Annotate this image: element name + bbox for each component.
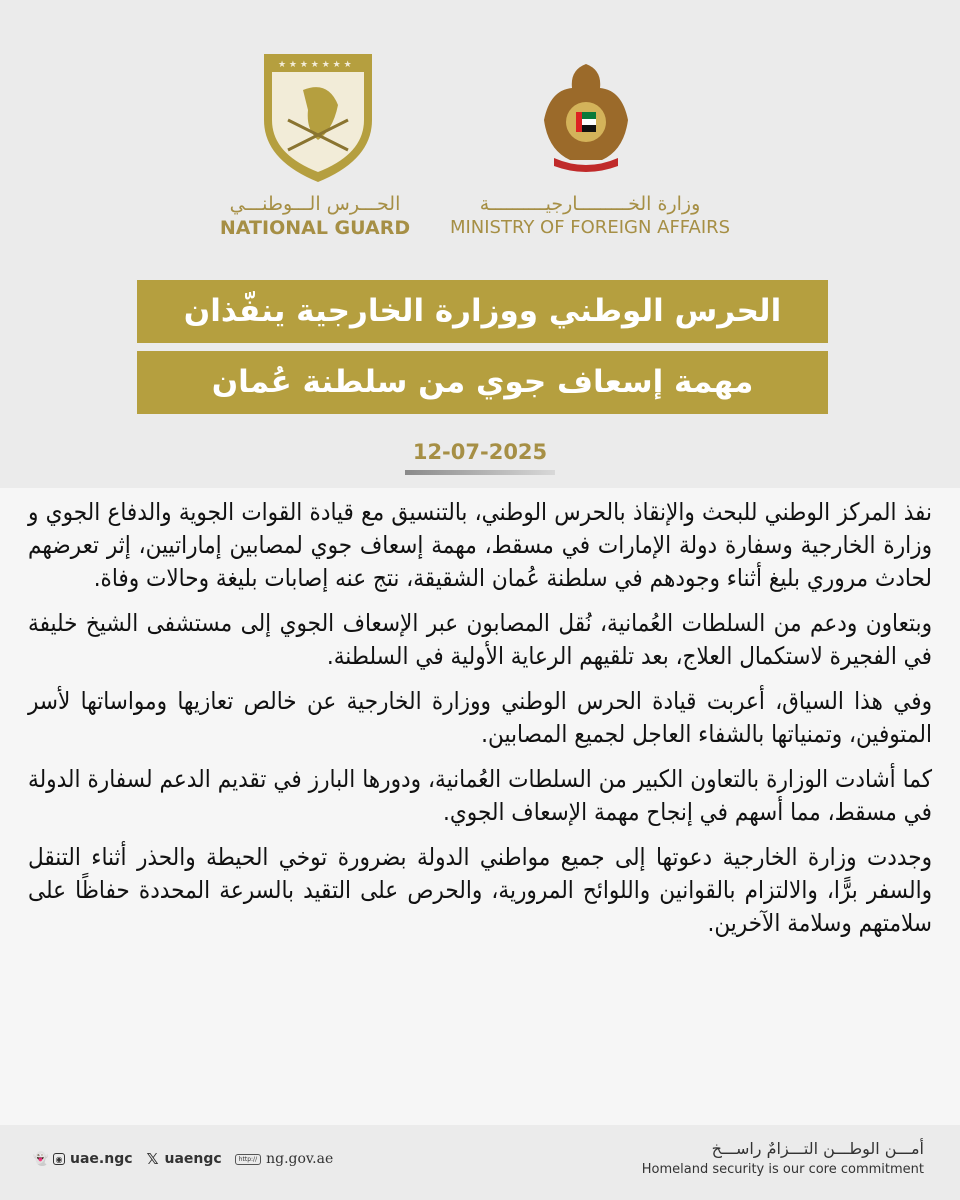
web-icon: http://: [235, 1154, 261, 1165]
paragraph: وجددت وزارة الخارجية دعوتها إلى جميع مواطني الدولة بضرورة توخي الحيطة والحذر أثناء التنقل والسفر برًّا، والالتزام بالقوانين واللوائح المرورية، والحرص على التقيد بالسرعة المحددة حفاظًا على سلامتهم وسلامة الآخرين.: [28, 843, 932, 937]
uae-eagle-emblem: [540, 60, 632, 175]
ministry-arabic: وزارة الخـــــــــارجيــــــــــة: [479, 193, 701, 215]
slogan: [642, 1139, 924, 1177]
national-guard-name: [215, 193, 415, 239]
title-line-2: مهمة إسعاف جوي من سلطنة عُمان: [137, 351, 828, 414]
ministry-english: MINISTRY OF FOREIGN AFFAIRS: [449, 217, 731, 238]
publish-date: 12-07-2025: [412, 440, 548, 464]
slogan-english: Homeland security is our core commitment: [641, 1162, 924, 1177]
social-links: [34, 1151, 333, 1167]
date-underline: [405, 470, 555, 475]
footer: [0, 1125, 960, 1200]
national-guard-logo: [258, 50, 378, 185]
x-icon[interactable]: 𝕏: [146, 1150, 159, 1168]
svg-text:★ ★ ★ ★ ★ ★ ★: ★ ★ ★ ★ ★ ★ ★: [278, 60, 352, 70]
paragraph: كما أشادت الوزارة بالتعاون الكبير من السلطات العُمانية، ودورها البارز في تقديم الدعم لسفارة الدولة في مسقط، مما أسهم في إنجاح مهمة الإسعاف الجوي.: [28, 765, 932, 826]
paragraph: وفي هذا السياق، أعربت قيادة الحرس الوطني ووزارة الخارجية عن خالص تعازيها ومواساتها لأسر المتوفين، وتمنياتها بالشفاء العاجل لجميع المصابين.: [28, 687, 932, 748]
national-guard-english: NATIONAL GUARD: [219, 217, 411, 239]
snapchat-icon[interactable]: 👻: [32, 1151, 50, 1167]
paragraph: وبتعاون ودعم من السلطات العُمانية، نُقل المصابون عبر الإسعاف الجوي إلى مستشفى الشيخ خليفة في الفجيرة لاستكمال العلاج، بعد تلقيهم الرعاية الأولية في السلطنة.: [28, 609, 932, 670]
article-body: [28, 496, 932, 940]
national-guard-arabic: الحـــرس الـــوطنـــي: [229, 193, 401, 215]
header-section: [0, 0, 960, 488]
paragraph: نفذ المركز الوطني للبحث والإنقاذ بالحرس الوطني، بالتنسيق مع قيادة القوات الجوية والدفاع الجوي و وزارة الخارجية وسفارة دولة الإمارات في مسقط، مهمة إسعاف جوي لمصابين إماراتيين، إثر تعرضهم لحادث مروري بليغ أثناء وجودهم في سلطنة عُمان الشقيقة، نتج عنه إصابات بليغة وحالات وفاة.: [28, 498, 932, 592]
title-line-1: الحرس الوطني ووزارة الخارجية ينفّذان: [137, 280, 828, 343]
website-link[interactable]: ng.gov.ae: [266, 1151, 334, 1167]
ministry-name: [440, 193, 740, 238]
instagram-icon[interactable]: ◉: [53, 1153, 65, 1165]
instagram-handle[interactable]: uae.ngc: [70, 1151, 133, 1167]
slogan-arabic: أمـــن الوطـــن التـــزامٌ راســـخ: [711, 1139, 924, 1158]
x-handle[interactable]: uaengc: [164, 1151, 222, 1167]
